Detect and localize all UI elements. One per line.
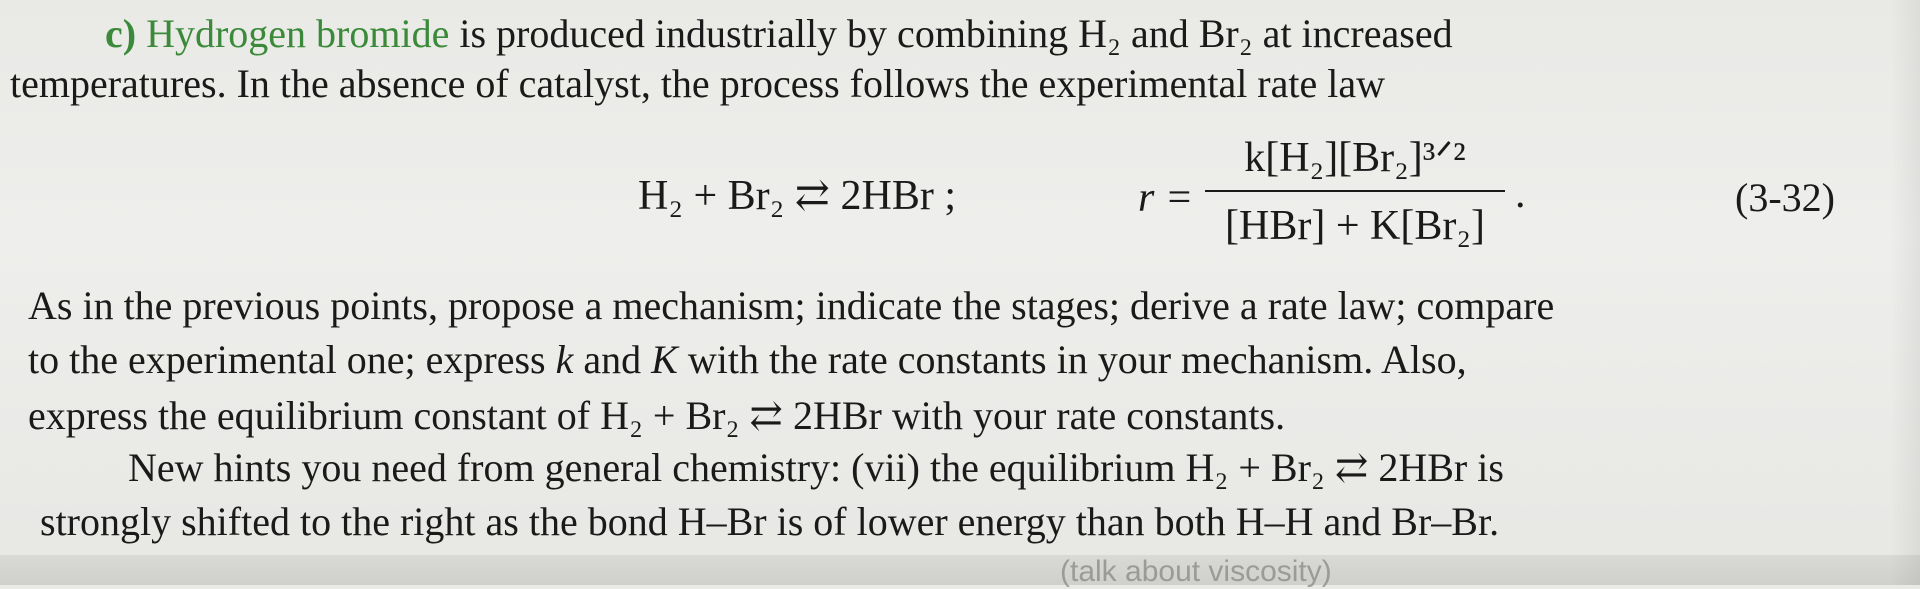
fraction-bar xyxy=(1205,190,1505,192)
rate-fraction xyxy=(1205,130,1505,254)
k-symbol: k xyxy=(555,337,574,382)
rate-symbol: r = xyxy=(1138,175,1194,221)
K-symbol: K xyxy=(651,337,678,382)
problem-line-1 xyxy=(105,10,1453,58)
page-shadow xyxy=(1890,0,1920,585)
paragraph-line-2 xyxy=(28,336,1467,384)
rate-numerator: k[H₂][Br₂]³ᐟ² xyxy=(1244,135,1466,181)
paragraph-line-2-b: and xyxy=(573,337,652,382)
paragraph-line-1: As in the previous points, propose a mechanism; indicate the stages; derive a rate law; compare xyxy=(28,283,1555,328)
problem-line-1-text: is produced industrially by combining H₂ and Br₂ at increased xyxy=(449,11,1453,56)
equation-period: . xyxy=(1515,171,1526,217)
page-bottom-edge xyxy=(0,555,1920,585)
hints-line-1: New hints you need from general chemistry: (vii) the equilibrium H₂ + Br₂ ⇄ 2HBr is xyxy=(128,445,1504,490)
bleed-through-text: (talk about viscosity) xyxy=(1060,555,1332,588)
rate-law-equation xyxy=(0,130,1920,280)
hints-line-2: strongly shifted to the right as the bond H–Br is of lower energy than both H–H and Br–Br. xyxy=(40,499,1500,544)
problem-line-2: temperatures. In the absence of catalyst, the process follows the experimental rate law xyxy=(10,61,1385,106)
paragraph-line-2-a: to the experimental one; express xyxy=(28,337,556,382)
rate-denominator: [HBr] + K[Br₂] xyxy=(1225,203,1485,249)
problem-label: c) xyxy=(105,11,137,56)
equation-number: (3-32) xyxy=(1735,175,1835,220)
paragraph-line-2-c: with the rate constants in your mechanism. Also, xyxy=(677,337,1467,382)
reaction-equation: H₂ + Br₂ ⇄ 2HBr ; xyxy=(638,173,956,219)
paragraph-line-3: express the equilibrium constant of H₂ + Br₂ ⇄ 2HBr with your rate constants. xyxy=(28,393,1286,438)
problem-term: Hydrogen bromide xyxy=(146,11,450,56)
